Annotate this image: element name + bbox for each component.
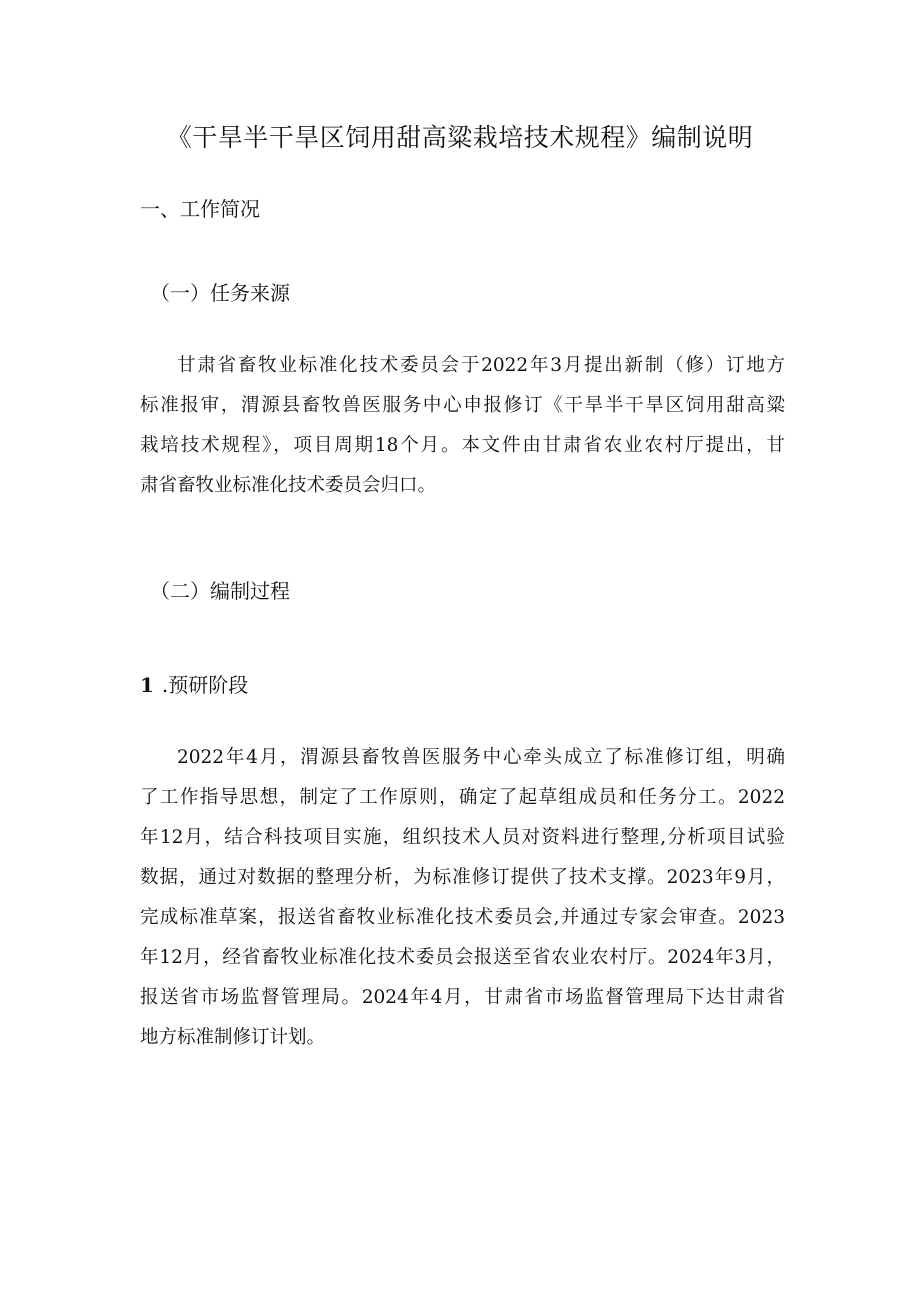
paragraph-task-source — [140, 346, 785, 506]
section-heading-work-overview: 一、工作简况 — [140, 197, 260, 221]
paragraph-line: 标准报审，渭源县畜牧兽医服务中心申报修订《干旱半干旱区饲用甜高粱 — [140, 395, 785, 416]
item-heading-text: .预研阶段 — [161, 673, 249, 697]
document-title: 《干旱半干旱区饲用甜高粱栽培技术规程》编制说明 — [166, 123, 754, 152]
paragraph-line: 地方标准制修订计划。 — [140, 1027, 326, 1048]
paragraph-line: 年12月，结合科技项目实施，组织技术人员对资料进行整理,分析项目试验 — [140, 827, 785, 848]
paragraph-line: 报送省市场监督管理局。2024年4月，甘肃省市场监督管理局下达甘肃省 — [140, 987, 785, 1008]
paragraph-line: 栽培技术规程》，项目周期18个月。本文件由甘肃省农业农村厅提出，甘 — [140, 435, 785, 456]
paragraph-line: 肃省畜牧业标准化技术委员会归口。 — [140, 475, 437, 496]
subsection-heading-task-source: （一）任务来源 — [150, 281, 290, 305]
paragraph-line: 完成标准草案，报送省畜牧业标准化技术委员会,并通过专家会审查。2023 — [140, 907, 785, 928]
paragraph-line: 2022年4月，渭源县畜牧兽医服务中心牵头成立了标准修订组，明确 — [177, 747, 785, 768]
paragraph-line: 甘肃省畜牧业标准化技术委员会于2022年3月提出新制（修）订地方 — [177, 355, 785, 376]
paragraph-line: 年12月，经省畜牧业标准化技术委员会报送至省农业农村厅。2024年3月， — [140, 947, 785, 968]
paragraph-line: 数据，通过对数据的整理分析，为标准修订提供了技术支撑。2023年9月， — [140, 867, 785, 888]
paragraph-line: 了工作指导思想，制定了工作原则，确定了起草组成员和任务分工。2022 — [140, 787, 785, 808]
item-number: 1 — [140, 673, 154, 697]
paragraph-pre-research — [140, 738, 785, 1058]
item-heading-pre-research — [140, 668, 248, 702]
subsection-heading-drafting-process: （二）编制过程 — [150, 579, 290, 603]
